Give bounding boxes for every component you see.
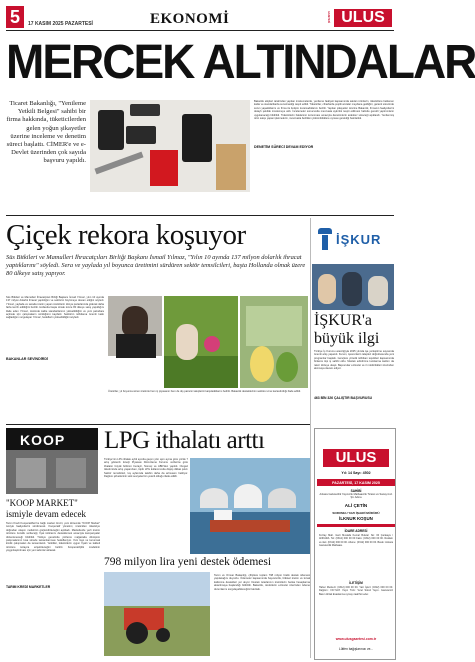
imprint-date: PAZARTESİ, 17 KASIM 2025: [332, 480, 380, 485]
imprint-box: [314, 428, 396, 660]
lead-photo-phones: [90, 100, 250, 192]
iskur-headline: İŞKUR'a büyük ilgi: [314, 312, 380, 347]
flowers-photo-greenhouse: [240, 296, 308, 388]
imprint-logo-text: ULUS: [335, 449, 377, 466]
lpg-body: Türkiye'nin LPG ithalatı eylül ayında geçen yılın aynı ayına göre yüzde 7 artış gösterdi. Enerji Piyasası Düzenleme Kurumu verilerine göre ithalatın büyük bölümü Cezayir, Norveç ve ABD'den yapıldı. Otogaz tüketiminde artış yaşanırken, tüplü LPG kullanımında düşüş dikkat çekti. Sektör temsilcileri, kış aylarında talebin daha da artmasını bekliyor. Dağıtım şirketlerinin stok seviyelerinin yeterli olduğu ifade edildi.: [104, 458, 188, 479]
page-number-box: 5: [6, 6, 24, 28]
lead-subhead: DENETİM SÜRECİ DEVAM EDİYOR: [254, 145, 314, 149]
lead-body: Bakanlık ekipleri tarafından yapılan incelemelerde, yenileme faaliyeti kapsamında satılan ürünlerin, tüketicilere beklenen kalite ve standartlarda sunulmadığı tespit edildi. Tüketiciler, cihazlarda çeşitli arızalar meydana geldiğini, garanti sürecinde sorun yaşadıklarını ve firma ile iletişim kuramadıklarını belirtti. Yapılan şikayetler üzerine Bakanlık, firmanın faaliyetlerini detaylı şekilde incelemeye aldı. İncelemeler sonucunda mevzuata aykırılık tespit edilmesi halinde gerekli yaptırımların uygulanacağı bildirildi. Tüketicilerin haklarının korunması amacıyla denetimlerin aralıksız süreceği açıklandı. Yenilenmiş ürün satışı yapan işletmelerin, mevzuatta belirtilen yükümlülüklere uyması gerektiği hatırlatıldı.: [254, 100, 394, 121]
koop-photo: [6, 428, 98, 494]
flowers-deck: Süs Bitkileri ve Mamulleri İhracatçıları Birliği Başkanı İsmail Yılmaz, "Yılın 10 ayında 137 milyon dolarlık ihracat yaptıklarını" söyledi. Sera ve yaylada yıl boyunca üretimini sürdüren sektör temsilcileri, başta Hollanda olmak üzere 80 ülkeye satış yapıyor.: [6, 254, 306, 277]
imprint-footer: Lütfen bağışlarınızı ve...: [338, 647, 374, 651]
flowers-body: Süs Bitkileri ve Mamulleri İhracatçıları Birliği Başkanı İsmail Yılmaz, yılın 10 ayında 137 milyon dolarlık ihracat yapıldığını ve sektörün büyümeye devam ettiğini söyledi. Yılmaz, yaylada ve serada üretim yapan üreticilerin dünya pazarlarında giderek daha fazla tercih edildiğini belirtti. Hollanda başta olmak üzere 80 ülkeye satış yapıldığını ifade eden Yılmaz, üretimde kalite standartlarının yükseltildiğini ve yeni pazarlara açılmak için çalışmaların sürdüğünü kaydetti. Sektörün istihdama önemli katkı sağladığını vurgulayan Yılmaz, hedeflerin yükseltildiğini söyledi.: [6, 296, 104, 320]
flowers-subhead: BAKANLAR SEVİNDİRDİ: [6, 357, 48, 361]
imprint-web: www.ulusgazetesi.com.tr: [335, 637, 377, 641]
iskur-subhead: 463 BİN 326 ÇALIŞTIR BAŞVURUSU: [314, 396, 373, 400]
lpg-headline: LPG ithalatı arttı: [104, 427, 265, 454]
iskur-logo-text: İŞKUR: [336, 232, 382, 247]
imprint-editor: İLKNUR KOŞUN: [339, 516, 373, 521]
iskur-logo-box: [314, 220, 392, 260]
flowers-body-2: Üreticiler, yıl boyunca süren üretimle hem iç piyasanın hem de dış pazarın taleplerini karşıladıklarını belirtti. Bakanlık desteklerinin sektöre ivme kazandırdığı ifade edildi.: [108, 390, 301, 393]
imprint-contact: Haber Merkezi: (0312) 000 00 00. Yazı İşleri: (0312) 000 00 00. Dağıtım: YAY-SAT. Yayın Türü: Yerel Süreli Yayın. Gazetemiz Basın Ahlak Esaslarına uymayı taahhüt eder.: [319, 586, 393, 596]
iskur-body: Türkiye İş Kurumu aracılığıyla 2025 yılında işe yerleştirme sayısında önemli artış yaşandı. Kurum, işverenlerin talepleri doğrultusunda yeni programlar başlattı. Gençlere yönelik istihdam teşvikleri kapsamında binlerce kişi iş sahibi oldu. Meslek edindirme kurslarına katılım da rekor düzeye ulaştı. Başvurular e-Devlet ve il müdürlükleri üzerinden alınmaya devam ediyor.: [314, 350, 394, 371]
imprint-issue: Yıl: 14 Sayı: 4502: [341, 471, 371, 475]
imprint-address: Kızılay Mah. Gazi Mustafa Kemal Bulvarı No: 00 Çankaya / ANKARA. Tel: (0312) 000 00 00 Faks: (0312) 000 00 00. Reklam ve ilan: (0312) 000 00 00. Abone: (0312) 000 00 00. Baskı: Ankara Gazetecilik Matbaası.: [319, 534, 393, 548]
lead-intro: Ticaret Bakanlığı, "Yenileme Yetkili Belgesi" sahibi bir firma hakkında, tüketicilerden gelen yoğun şikayetler üzerine inceleme ve denetim süreci başlattı. CİMER'e ve e-Devlet üzerinden çok sayıda başvuru yapıldı.: [6, 100, 86, 165]
koop-subhead: TARIM KREDİ MARKETLER: [6, 585, 51, 589]
imprint-owner: ALİ ÇETİN: [344, 503, 368, 508]
koop-sign: KOOP: [20, 432, 66, 448]
issue-date: 17 KASIM 2025 PAZARTESİ: [28, 21, 93, 27]
imprint-owner-text: Ankara Gazetecilik Yayıncılık Matbaacılık Ticaret ve Sanayi Ltd. Şti. Adına: [319, 493, 393, 500]
flowers-photo-portrait: [108, 296, 162, 356]
koop-headline: "KOOP MARKET" ismiyle devam edecek: [6, 498, 86, 519]
section-title: EKONOMİ: [150, 11, 230, 27]
imprint-editor-title: SORUMLU YAZI İŞLERİ MÜDÜRÜ: [332, 511, 380, 515]
imprint-divider: [317, 524, 395, 527]
iskur-photo: [312, 264, 394, 310]
flowers-headline: Çiçek rekora koşuyor: [6, 219, 246, 251]
support-headline: 798 milyon lira yeni destek ödemesi: [104, 556, 272, 568]
mid-rule: [6, 424, 310, 425]
lpg-photo-terminal: [190, 458, 310, 554]
lead-rule: [6, 215, 394, 216]
imprint-phone-label: İLETİŞİM: [349, 581, 363, 585]
flowers-photo-field: [164, 296, 238, 388]
koop-body: Tarım Kredi Kooperatifleri'ne bağlı market zinciri, yeni dönemde "KOOP Market" ismiyle faaliyetlerini sürdürecek. Kooperatif yönetimi, üreticiden tüketiciye doğrudan ulaşım modelinin güçlendirileceğini açıkladı. Marketlerde yerli üretim ürünlere öncelik verileceği, fiyat istikrarını desteklemek amacıyla kampanyalar düzenleneceği bildirildi. Türkiye genelinde yüzlerce mağazada dönüşüm çalışmalarının kısa sürede tamamlanması hedefleniyor. Yeni logo ve kurumsal kimlik çalışmaları da tamamlandı. Yetkililer, tüketicilerin uygun fiyatlı ve kaliteli ürünlere kolayca erişebileceğini belirtti. Kooperatifçilik modelinin yaygınlaştırılması için yeni adımlar atılacak.: [6, 522, 100, 553]
column-rule-right: [310, 218, 311, 658]
masthead-logo-side: GAZETESİ: [327, 11, 330, 23]
support-photo-tractor: [104, 572, 210, 656]
masthead-logo-text: ULUS: [341, 9, 385, 26]
support-body: Tarım ve Orman Bakanlığı, çiftçilere toplam 798 milyon liralık destek ödemesi yapılacağını duyurdu. Ödemeler kapsamında hayvancılık, bitkisel üretim ve kırsal kalkınma destekleri yer alıyor. Destek tutarlarının üreticilerin banka hesaplarına aktarılmaya başlandığı bildirildi. Bakanlık, üreticilerin e-Devlet üzerinden ödeme durumlarını sorgulayabileceğini hatırlattı.: [214, 574, 310, 591]
imprint-address-label: İDARE ADRESİ: [344, 529, 368, 533]
iskur-logo-icon: [318, 228, 332, 250]
imprint-owner-title: SAHİBİ: [350, 489, 362, 493]
lead-headline: MERCEK ALTINDALAR: [6, 33, 475, 89]
